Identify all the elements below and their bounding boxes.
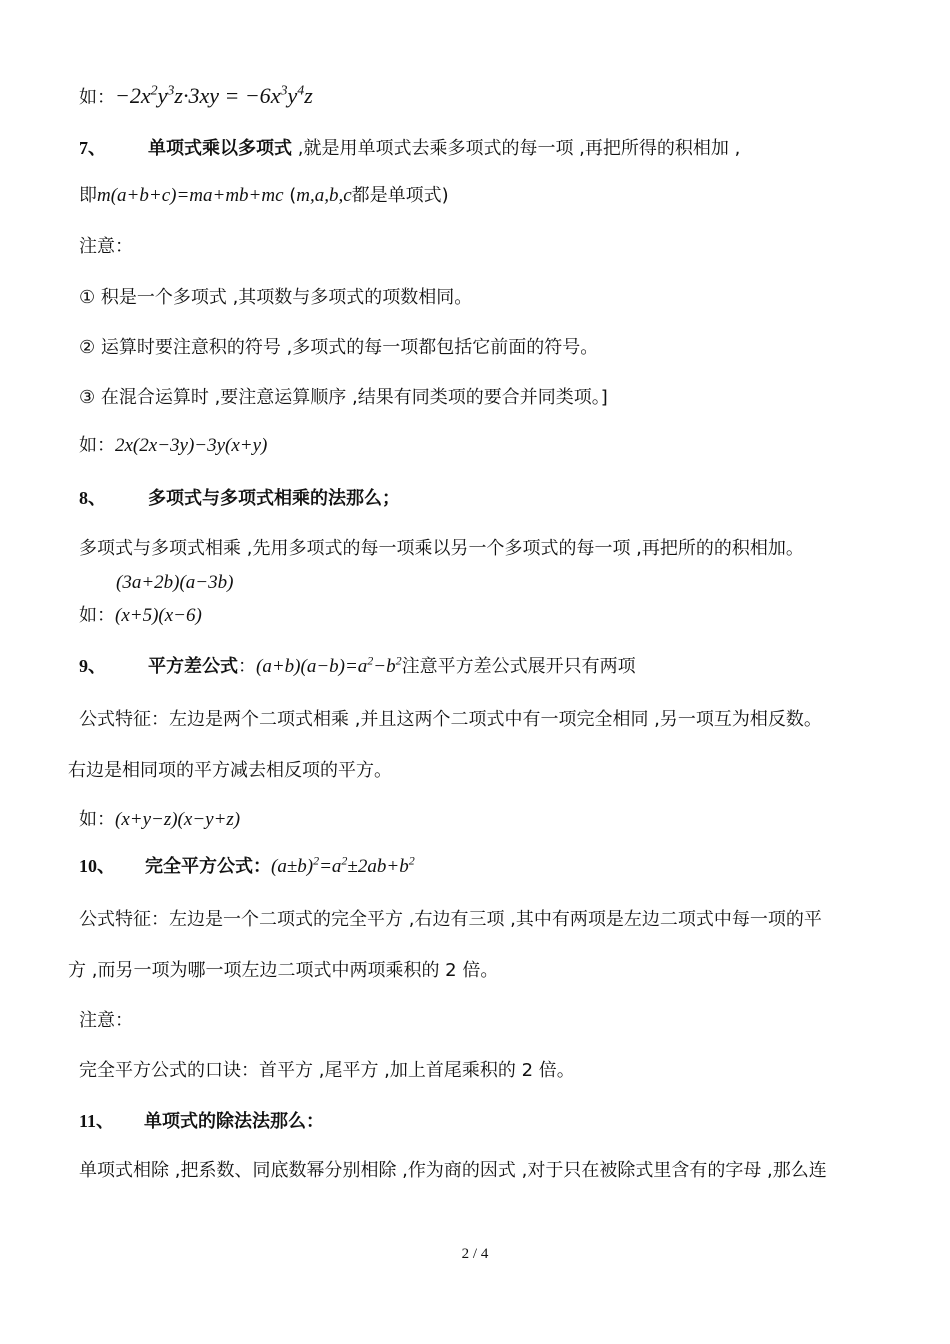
example-2-math: 2x(2x−3y)−3y(x+y) bbox=[115, 435, 268, 456]
section-9-heading bbox=[79, 654, 636, 679]
colon: ： bbox=[238, 656, 256, 677]
section-10-feature-1: 公式特征：左边是一个二项式的完全平方 ,右边有三项 ,其中有两项是左边二项式中每一项的平 bbox=[79, 909, 822, 930]
section-8-text: 多项式与多项式相乘 ,先用多项式的每一项乘以另一个多项式的每一项 ,再把所的的积相加。 bbox=[79, 538, 804, 559]
example-3-math-top: (3a+2b)(a−3b) bbox=[116, 572, 234, 593]
section-number: 10、 bbox=[79, 856, 115, 876]
example-1-math: $-2x^2y^3z\cdot 3xy = -6x^3y^4z$ bbox=[115, 83, 313, 108]
section-9-feature-1: 公式特征：左边是两个二项式相乘 ,并且这两个二项式中有一项完全相同 ,另一项互为相反数。 bbox=[79, 709, 822, 730]
section-10-mnemonic: 完全平方公式的口诀：首平方 ,尾平方 ,加上首尾乘积的 2 倍。 bbox=[79, 1060, 575, 1081]
section-number: 9、 bbox=[79, 656, 106, 676]
distributive-formula: m(a+b+c)=ma+mb+mc bbox=[97, 185, 284, 206]
section-number: 7、 bbox=[79, 138, 106, 158]
section-9-feature-2: 右边是相同项的平方减去相反项的平方。 bbox=[68, 760, 392, 781]
section-title: 单项式乘以多项式 bbox=[148, 138, 292, 159]
section-title: 单项式的除法法那么： bbox=[144, 1111, 325, 1132]
section-11-heading bbox=[79, 1109, 324, 1134]
perfect-square-formula: $(a\pm b)^2=a^2\pm 2ab+b^2$ bbox=[271, 853, 415, 877]
example-3-math: (x+5)(x−6) bbox=[115, 605, 202, 626]
section-text: 注意平方差公式展开只有两项 bbox=[401, 656, 636, 677]
section-7-heading bbox=[79, 136, 740, 161]
section-7-formula-line bbox=[79, 184, 449, 208]
section-title: 多项式与多项式相乘的法那么； bbox=[148, 488, 400, 509]
formula-suffix: 都是单项式) bbox=[351, 185, 449, 206]
section-text: ,就是用单项式去乘多项式的每一项 ,再把所得的积相加 , bbox=[292, 138, 741, 159]
section-11-text: 单项式相除 ,把系数、同底数幂分别相除 ,作为商的因式 ,对于只在被除式里含有的字母 ,那么连 bbox=[79, 1160, 827, 1181]
note-item-3: ③ 在混合运算时 ,要注意运算顺序 ,结果有同类项的要合并同类项。] bbox=[79, 387, 608, 408]
paren-open: ( bbox=[283, 185, 297, 206]
note-item-2: ② 运算时要注意积的符号 ,多项式的每一项都包括它前面的符号。 bbox=[79, 337, 599, 358]
example-4-line bbox=[79, 808, 240, 832]
example-3-line bbox=[79, 604, 202, 628]
example-2-line bbox=[79, 434, 267, 458]
difference-of-squares-formula: $(a+b)(a-b)=a^2-b^2$ bbox=[256, 653, 402, 677]
section-10-heading bbox=[79, 854, 415, 879]
note-item-1: ① 积是一个多项式 ,其项数与多项式的项数相同。 bbox=[79, 287, 473, 308]
note-label: 注意： bbox=[79, 236, 133, 257]
section-number: 8、 bbox=[79, 488, 106, 508]
section-title: 平方差公式 bbox=[148, 656, 238, 677]
formula-prefix: 即 bbox=[79, 185, 97, 206]
example-prefix: 如： bbox=[79, 87, 115, 108]
example-1-line bbox=[79, 84, 313, 110]
formula-vars: m,a,b,c bbox=[296, 185, 352, 206]
example-prefix: 如： bbox=[79, 435, 115, 456]
example-prefix: 如： bbox=[79, 605, 115, 626]
section-8-heading bbox=[79, 486, 400, 511]
example-prefix: 如： bbox=[79, 809, 115, 830]
section-number: 11、 bbox=[79, 1111, 115, 1131]
example-4-math: (x+y−z)(x−y+z) bbox=[115, 809, 241, 830]
section-title: 完全平方公式： bbox=[145, 856, 271, 877]
page-number: 2 / 4 bbox=[461, 1246, 489, 1262]
section-10-feature-2: 方 ,而另一项为哪一项左边二项式中两项乘积的 2 倍。 bbox=[68, 960, 499, 981]
note-label: 注意： bbox=[79, 1010, 133, 1031]
